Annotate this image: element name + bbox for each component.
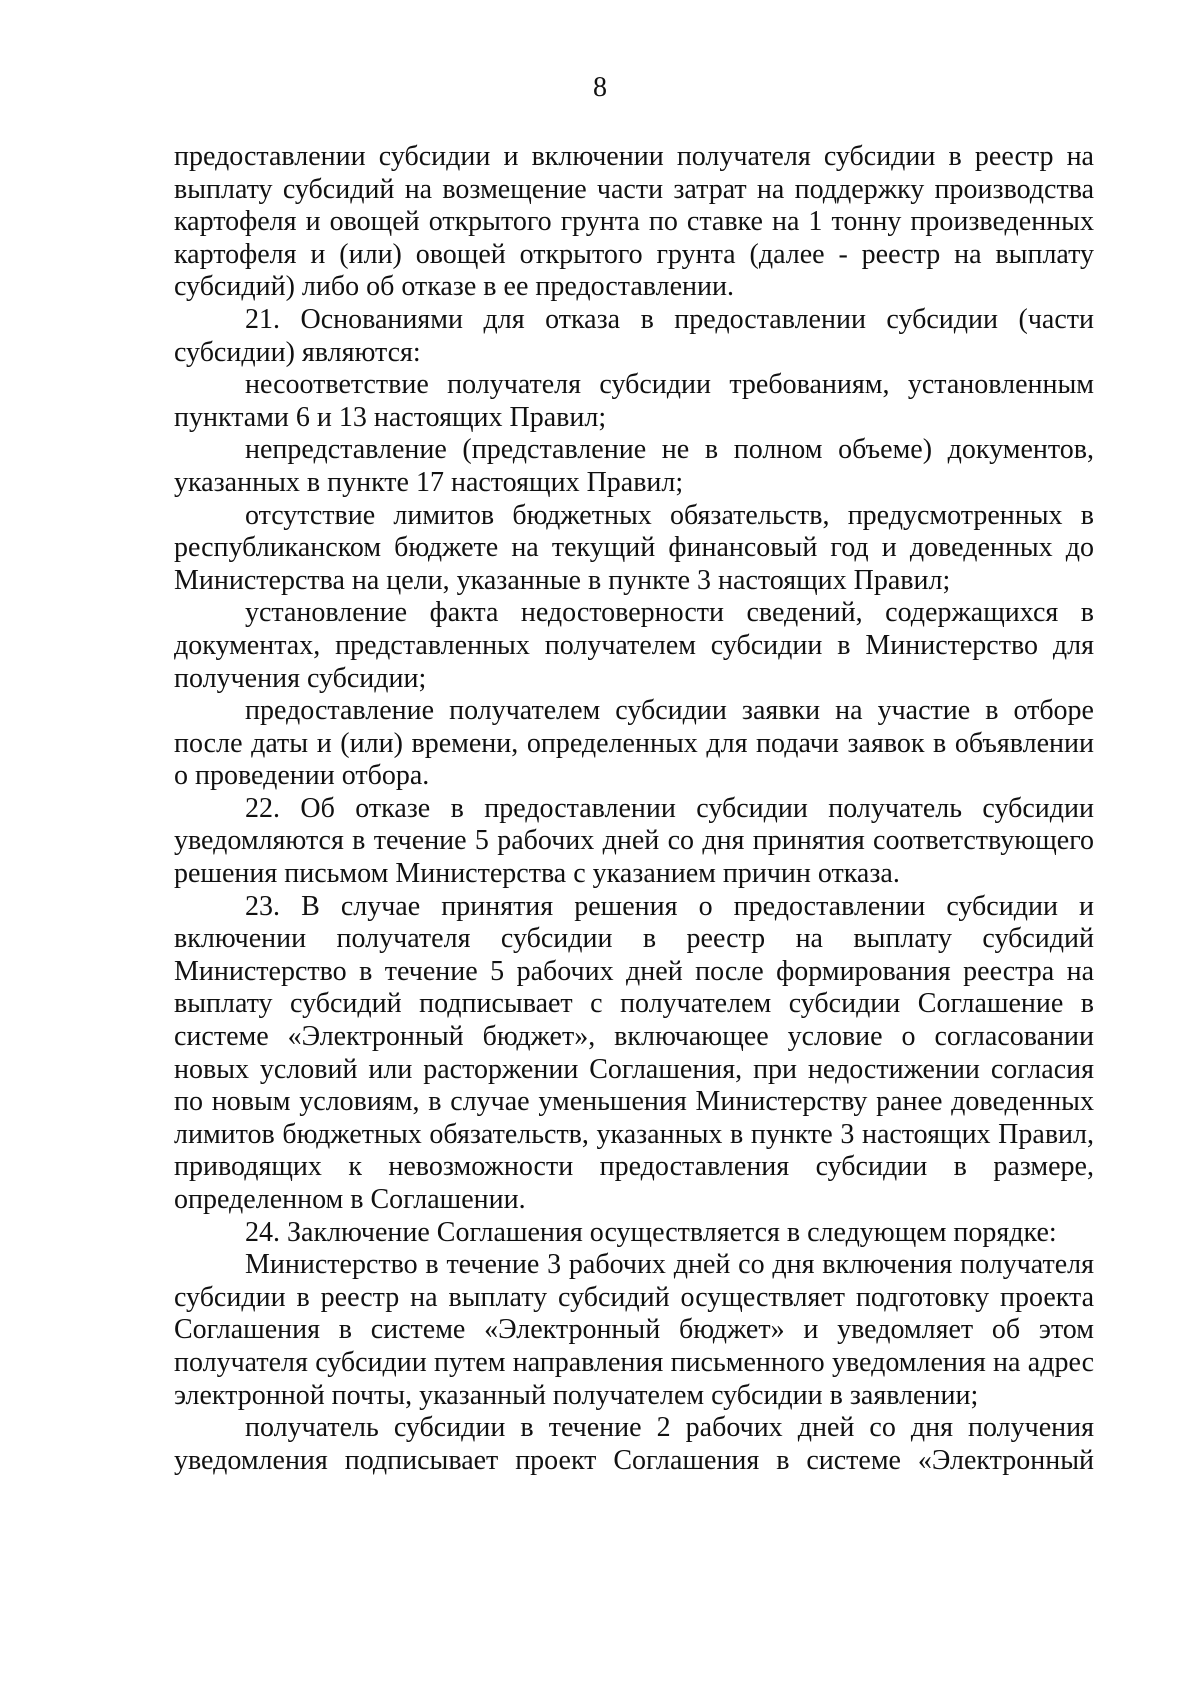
paragraph-clause-24: 24. Заключение Соглашения осуществляется в следующем порядке: [245,1216,1057,1248]
paragraph-ground-false-info: установление факта недостоверности сведений, содержащихся в документах, представленных получателем субсидии в Министерство для получения субсидии; [174,597,1094,694]
paragraph-clause-22: 22. Об отказе в предоставлении субсидии получатель субсидии уведомляются в течение 5 рабочих дней со дня принятия соответствующего решения письмом Министерства с указанием причин отказа. [174,792,1094,890]
paragraph-ministry-procedure: Министерство в течение 3 рабочих дней со дня включения получателя субсидии в реестр на выплату субсидий осуществляет подготовку проекта Соглашения в системе «Электронный бюджет» и уведомляет об этом получателя субсидии путем направления письменного уведомления на адрес электронной почты, указанный получателем субсидии в заявлении; [174,1249,1094,1411]
paragraph-continuation: предоставлении субсидии и включении получателя субсидии в реестр на выплату субсидий на возмещение части затрат на поддержку производства картофеля и овощей открытого грунта по ставке на 1 тонну произведенных картофеля и (или) овощей открытого грунта (далее - реестр на выплату субсидий) либо об отказе в ее предоставлении. [174,141,1094,303]
paragraph-ground-limits: отсутствие лимитов бюджетных обязательств, предусмотренных в республиканском бюджете на текущий финансовый год и доведенных до Министерства на цели, указанные в пункте 3 настоящих Правил; [174,499,1094,596]
paragraph-ground-late-application: предоставление получателем субсидии заявки на участие в отборе после даты и (или) времени, определенных для подачи заявок в объявлении о проведении отбора. [174,695,1094,792]
paragraph-ground-requirements: несоответствие получателя субсидии требованиям, установленным пунктами 6 и 13 настоящих Правил; [174,369,1094,433]
document-body [174,141,1094,1477]
paragraph-ground-documents: непредставление (представление не в полном объеме) документов, указанных в пункте 17 настоящих Правил; [174,434,1094,498]
paragraph-clause-21: 21. Основаниями для отказа в предоставлении субсидии (части субсидии) являются: [174,303,1094,368]
paragraph-recipient-procedure: получатель субсидии в течение 2 рабочих дней со дня получения уведомления подписывает проект Соглашения в системе «Электронный [174,1412,1094,1476]
paragraph-clause-23: 23. В случае принятия решения о предоставлении субсидии и включении получателя субсидии в реестр на выплату субсидий Министерство в течение 5 рабочих дней после формирования реестра на выплату субсидий подписывает с получателем субсидии Соглашение в системе «Электронный бюджет», включающее условие о согласовании новых условий или расторжении Соглашения, при недостижении согласия по новым условиям, в случае уменьшения Министерству ранее доведенных лимитов бюджетных обязательств, указанных в пункте 3 настоящих Правил, приводящих к невозможности предоставления субсидии в размере, определенном в Соглашении. [174,890,1094,1215]
page-number: 8 [593,72,607,103]
